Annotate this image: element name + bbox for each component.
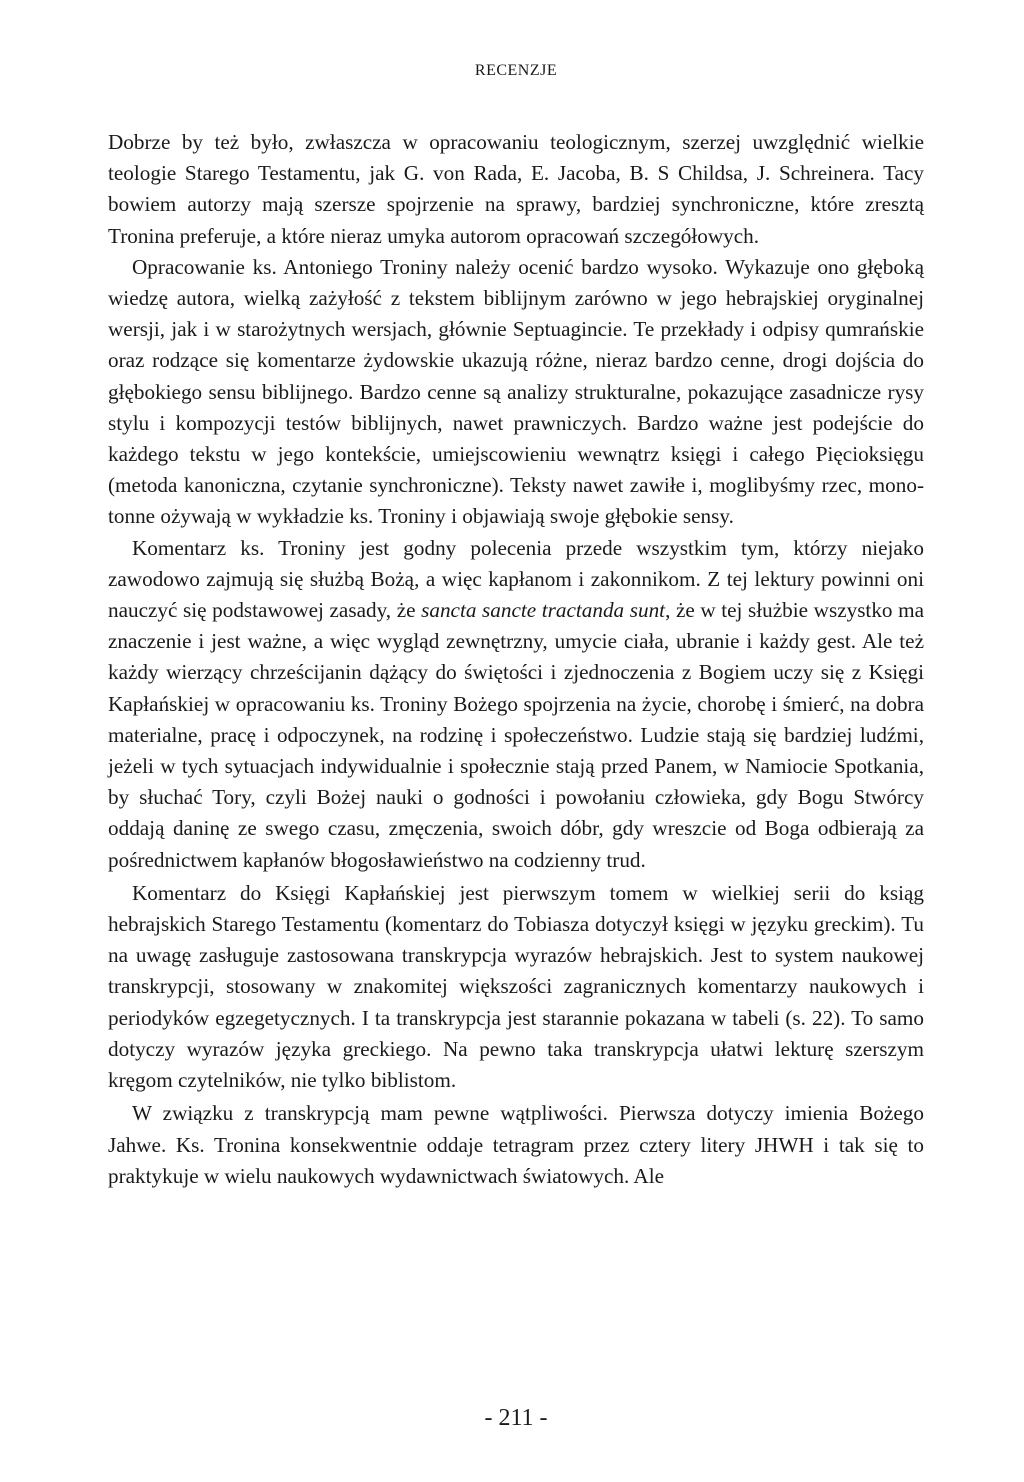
paragraph-4 <box>108 878 924 1096</box>
paragraph-text: W związku z transkrypcją mam pewne wątpliwości. Pierwsza dotyczy imienia Bożego Jahwe. Ks. Tronina konsekwentnie oddaje tetragram przez cztery litery JHWH i tak się to praktykuje w wielu naukowych wydawnictwach światowych. Ale <box>108 1101 924 1188</box>
page-number: - 211 - <box>484 1405 548 1431</box>
paragraph-text: Komentarz ks. Troniny jest godny polecenia przede wszystkim tym, którzy niejako zawodowo zajmują się służbą Bożą, a więc kapłanom i zakonnikom. Z tej lektury powinni oni nauczyć się podstawowej zasady, że <box>108 535 924 623</box>
paragraph-text: , że w tej służbie wszystko ma znaczenie i jest ważne, a więc wygląd zewnętrzny, umycie ciała, ubranie i każdy gest. Ale też każdy wierzący chrześcijanin dążący do świętości i zjednoczenia z Bogiem uczy się z Księgi Kapłańskiej w opracowaniu ks. Troniny Bożego spojrzenia na życie, chorobę i śmierć, na dobra materialne, pracę i odpoczynek, na rodzinę i społeczeństwo. Ludzie stają się bardziej ludźmi, jeżeli w tych sytuacjach indywidualnie i społecznie stają przed Panem, w Namiocie Spotkania, by słuchać Tory, czyli Bożej nauki o godności i powołaniu człowieka, gdy Bogu Stwórcy oddają daninę ze swego czasu, zmęczenia, swoich dóbr, gdy wreszcie od Boga odbierają za pośrednictwem kapłanów błogosławieństwo na codzienny trud. <box>108 598 924 872</box>
latin-phrase: sancta sancte tractanda sunt <box>421 598 666 623</box>
paragraph-2 <box>108 252 924 533</box>
running-head: RECENZJE <box>474 62 558 79</box>
paragraph-text: Komentarz do Księgi Kapłańskiej jest pierwszym tomem w wielkiej serii do ksiąg hebrajskich Starego Testamentu (komentarz do Tobiasza dotyczył księgi w języku greckim). Tu na uwagę zasługuje zastosowana transkrypcja wyrazów hebrajskich. Jest to system naukowej transkrypcji, stosowany w znakomitej większości zagranicznych komentarzy naukowych i periodyków egzegetycznych. I ta transkrypcja jest starannie pokazana w tabeli (s. 22). To samo dotyczy wyrazów języka greckiego. Na pewno taka transkrypcja ułatwi lekturę szerszym kręgom czytelników, nie tylko biblistom. <box>108 880 924 1093</box>
paragraph-3 <box>108 533 924 876</box>
paragraph-text: Opracowanie ks. Antoniego Troniny należy ocenić bardzo wysoko. Wykazuje ono głęboką wiedzę autora, wielką zażyłość z tekstem biblijnym zarówno w jego hebrajskiej oryginalnej wersji, jak i w starożytnych wersjach, głównie Septuagincie. Te przekłady i odpisy qumrańskie oraz rodzące się komentarze żydowskie ukazują różne, nieraz bardzo cenne, drogi dojścia do głębokiego sensu biblijnego. Bardzo cenne są analizy strukturalne, pokazujące zasadnicze rysy stylu i kompozycji testów biblijnych, nawet prawniczych. Bardzo ważne jest podejście do każdego tekstu w jego kontekście, umiejscowieniu wewnątrz księgi i całego Pięcioksięgu (metoda kanoniczna, czytanie synchroniczne). Teksty nawet zawiłe i, moglibyśmy rzec, monotonne ożywają w wykładzie ks. Troniny i objawiają swoje głębokie sensy. <box>108 254 924 529</box>
paragraph-text: Dobrze by też było, zwłaszcza w opracowaniu teologicznym, szerzej uwzględnić wielkie teologie Starego Testamentu, jak G. von Rada, E. Jacoba, B. S Childsa, J. Schreinera. Tacy bowiem autorzy mają szersze spojrzenie na sprawy, bardziej synchroniczne, które zresztą Tronina preferuje, a które nieraz umyka autorom opracowań szczegółowych. <box>108 130 924 248</box>
paragraph-5 <box>108 1098 924 1192</box>
review-body <box>108 127 924 1192</box>
paragraph-1 <box>108 127 924 252</box>
document-page <box>108 0 924 1482</box>
